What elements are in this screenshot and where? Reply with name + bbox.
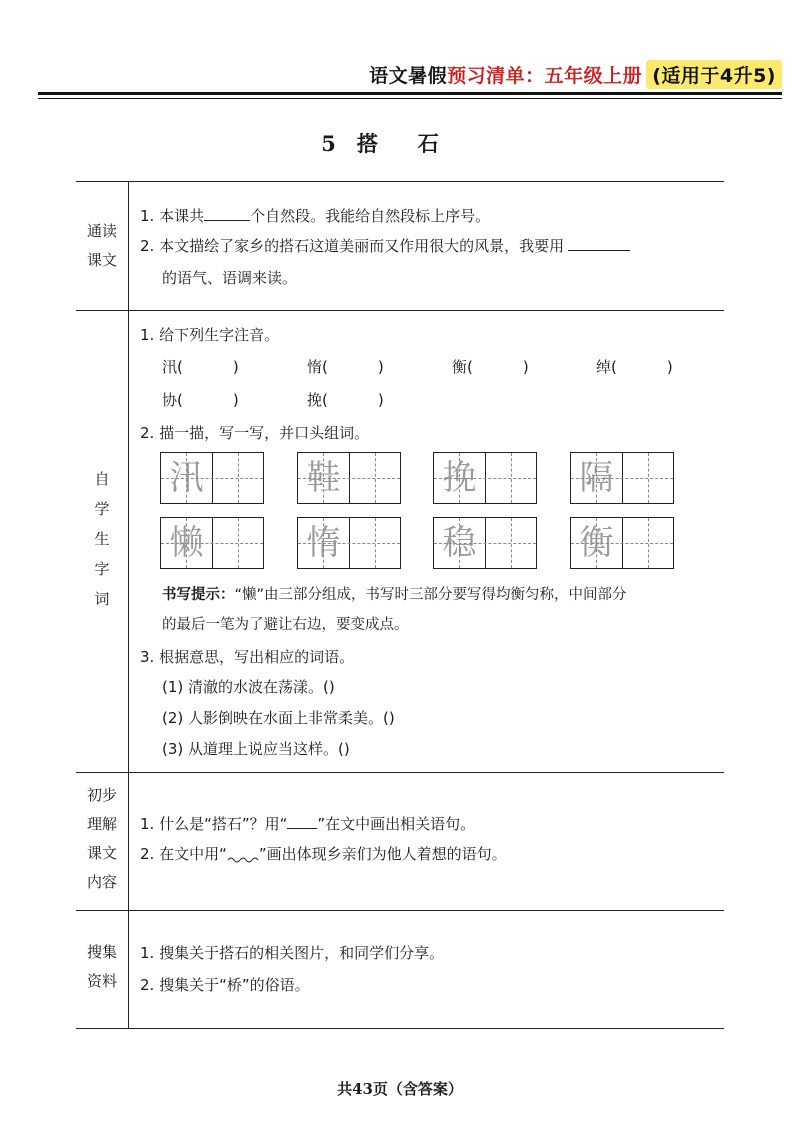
read-item-1: 1. 本课共 个自然段。我能给自然段标上序号。 [140,207,491,225]
pinyin-item: 挽( ) [307,391,384,409]
grid-guide [571,543,673,544]
grid-guide [434,478,536,479]
q3-item-3: (3) 从道理上说应当这样。() [162,740,350,758]
worksheet-table [76,181,724,1029]
wavy-line-mark [227,849,259,861]
section-label-understand: 初步 理解 课文 内容 [86,786,117,891]
trace-box[interactable] [297,517,401,569]
grid-guide [434,543,536,544]
trace-char: 稳 [442,523,477,563]
understand-item-2: 2. 在文中用“ ”画出体现乡亲们为他人着想的语句。 [140,845,507,863]
trace-box[interactable] [570,517,674,569]
section-label-collect: 搜集 资料 [86,943,117,990]
trace-box[interactable] [297,452,401,504]
answer-paren[interactable]: () [383,709,395,727]
section-label-self-study: 自 学 生 字 词 [94,470,110,608]
header-subtitle: 预习清单：五年级上册 [447,65,643,87]
pinyin-blank[interactable]: ( ) [177,391,239,409]
grid-guide [298,478,400,479]
header-series: 语文暑假 [369,65,448,87]
trace-char: 鞋 [306,458,341,498]
grid-guide [161,478,263,479]
grid-guide [298,543,400,544]
row-divider [76,910,724,911]
pinyin-item: 衡( ) [452,358,529,376]
pinyin-item: 惰( ) [307,358,384,376]
header-badge: (适用于4升5) [646,60,782,89]
understand-item-1: 1. 什么是“搭石”？用“ ”在文中画出相关语句。 [140,815,476,833]
writing-tip-line2: 的最后一笔为了避让右边，要变成点。 [162,617,409,633]
q1-title: 1. 给下列生字注音。 [140,326,280,344]
trace-char: 隔 [579,458,614,498]
pinyin-blank[interactable]: ( ) [322,358,384,376]
row-divider [76,772,724,773]
straight-line-mark [287,814,317,829]
row-divider [76,181,724,182]
pinyin-item: 汛( ) [162,358,239,376]
answer-paren[interactable]: () [323,678,335,696]
pinyin-item: 绰( ) [596,358,673,376]
trace-char: 汛 [169,458,204,498]
read-item-2-cont: 的语气、语调来读。 [162,269,298,287]
trace-box[interactable] [160,517,264,569]
header-rule-thin [38,98,782,99]
writing-tip-line1: 书写提示：“懒”由三部分组成，书写时三部分要写得均衡匀称，中间部分 [162,587,627,603]
pinyin-blank[interactable]: ( ) [177,358,239,376]
answer-blank[interactable] [568,236,630,251]
page-header [369,60,782,89]
answer-blank[interactable] [204,206,250,221]
collect-item-1: 1. 搜集关于搭石的相关图片，和同学们分享。 [140,944,445,962]
pinyin-blank[interactable]: ( ) [611,358,673,376]
page-footer: 共43页（含答案） [337,1080,463,1098]
lesson-number: 5 [321,131,337,156]
pinyin-item: 协( ) [162,391,239,409]
trace-box[interactable] [433,517,537,569]
collect-item-2: 2. 搜集关于“桥”的俗语。 [140,976,310,994]
column-divider [128,181,129,1029]
answer-paren[interactable]: () [338,740,350,758]
q3-item-2: (2) 人影倒映在水面上非常柔美。() [162,709,395,727]
pinyin-blank[interactable]: ( ) [322,391,384,409]
trace-box[interactable] [160,452,264,504]
trace-char: 惰 [306,523,341,563]
q2-title: 2. 描一描，写一写，并口头组词。 [140,424,370,442]
q3-item-1: (1) 清澈的水波在荡漾。() [162,678,335,696]
trace-box[interactable] [433,452,537,504]
grid-guide [571,478,673,479]
lesson-name: 搭石 [356,131,479,156]
trace-char: 衡 [579,523,614,563]
lesson-title [0,128,800,158]
pinyin-blank[interactable]: ( ) [467,358,529,376]
grid-guide [161,543,263,544]
header-rule-thick [38,92,782,95]
read-item-2: 2. 本文描绘了家乡的搭石这道美丽而又作用很大的风景，我要用 [140,235,630,256]
trace-box[interactable] [570,452,674,504]
trace-char: 挽 [442,458,477,498]
row-divider [76,1028,724,1029]
q3-title: 3. 根据意思，写出相应的词语。 [140,648,355,666]
row-divider [76,310,724,311]
section-label-read: 通读 课文 [86,222,117,269]
trace-char: 懒 [169,523,204,563]
